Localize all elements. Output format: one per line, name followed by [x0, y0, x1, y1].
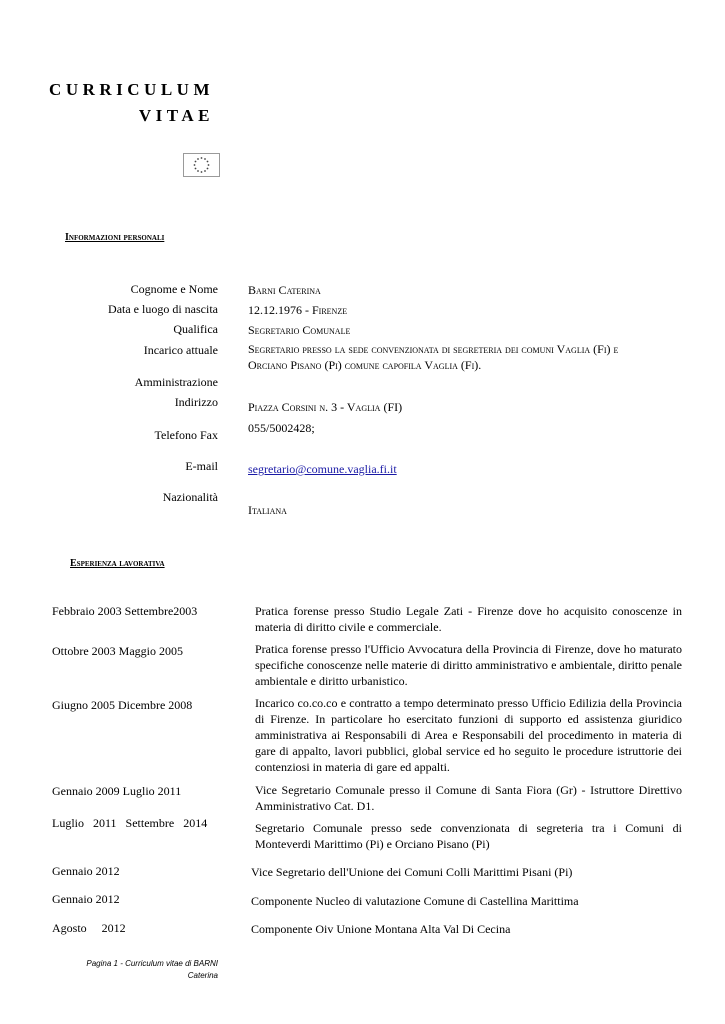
exp-date-1: Febbraio 2003 Settembre2003 [52, 604, 198, 618]
section-title-experience: Esperienza lavorativa [70, 558, 165, 569]
label-indirizzo: Indirizzo [174, 395, 218, 409]
exp-date-4: Gennaio 2009 Luglio 2011 [52, 784, 182, 798]
exp-date-2: Ottobre 2003 Maggio 2005 [52, 644, 183, 658]
exp-date-3: Giugno 2005 Dicembre 2008 [52, 698, 193, 712]
exp-desc-2: Pratica forense presso l'Ufficio Avvocatura della Provincia di Firenze, dove ho maturato specifiche conoscenze nelle materie di diritto amministrativo e ambientale, diritto penale ambientale e diritto urbanistico. [255, 642, 682, 688]
exp-desc-3: Incarico co.co.co e contratto a tempo determinato presso Ufficio Edilizia della Provincia di Firenze. In particolare ho esercitato funzioni di supporto ed assistenza giuridico amministrativa ai Responsabili di Area e Responsabili del procedimento in materia di gare di appalto, lavori pubblici, global service ed ho seguito le procedure istruttorie dei contenziosi in materia di gare ed appalti. [255, 696, 682, 774]
label-name: Cognome e Nome [130, 282, 218, 296]
label-amministrazione: Amministrazione [134, 375, 218, 389]
value-incarico: Segretario presso la sede convenzionata di segreteria dei comuni Vaglia (Fi) e Orciano Pisano (Pi) comune capofila Vaglia (Fi). [248, 342, 619, 372]
cv-title-line1: CURRICULUM [49, 80, 214, 99]
label-incarico: Incarico attuale [143, 343, 218, 357]
value-birth: 12.12.1976 - Firenze [248, 303, 348, 317]
footer-page-line1: Pagina 1 - Curriculum vitae di BARNI [86, 959, 218, 968]
label-birth: Data e luogo di nascita [108, 302, 218, 316]
section-title-personal: Informazioni personali [65, 232, 165, 243]
email-link[interactable]: segretario@comune.vaglia.fi.it [248, 462, 397, 476]
exp-desc-5: Segretario Comunale presso sede convenzionata di segreteria tra i Comuni di Monteverdi Marittimo (Pi) e Orciano Pisano (Pi) [255, 821, 682, 851]
value-name: Barni Caterina [248, 283, 321, 297]
exp-desc-6: Vice Segretario dell'Unione dei Comuni Colli Marittimi Pisani (Pi) [251, 865, 573, 879]
label-qualifica: Qualifica [173, 322, 218, 336]
exp-date-6: Gennaio 2012 [52, 864, 120, 878]
value-telefono: 055/5002428; [248, 421, 315, 435]
label-email: E-mail [185, 459, 218, 473]
exp-desc-7: Componente Nucleo di valutazione Comune di Castellina Marittima [251, 894, 579, 908]
exp-date-7: Gennaio 2012 [52, 892, 120, 906]
value-nazionalita: Italiana [248, 503, 287, 517]
value-qualifica: Segretario Comunale [248, 323, 351, 337]
value-indirizzo: Piazza Corsini n. 3 - Vaglia (FI) [248, 400, 403, 414]
exp-date-8: Agosto 2012 [52, 921, 126, 935]
eu-flag-icon [183, 153, 220, 177]
cv-title-line2: VITAE [138, 106, 214, 125]
footer-page-line2: Caterina [187, 971, 218, 980]
exp-date-5: Luglio 2011 Settembre 2014 [52, 816, 208, 830]
label-telefono: Telefono Fax [154, 428, 218, 442]
exp-desc-8: Componente Oiv Unione Montana Alta Val Di Cecina [251, 922, 511, 936]
label-nazionalita: Nazionalità [162, 490, 218, 504]
exp-desc-1: Pratica forense presso Studio Legale Zati - Firenze dove ho acquisito conoscenze in materia di diritto civile e commerciale. [255, 604, 682, 634]
exp-desc-4: Vice Segretario Comunale presso il Comune di Santa Fiora (Gr) - Istruttore Direttivo Amministrativo Cat. D1. [255, 783, 682, 813]
